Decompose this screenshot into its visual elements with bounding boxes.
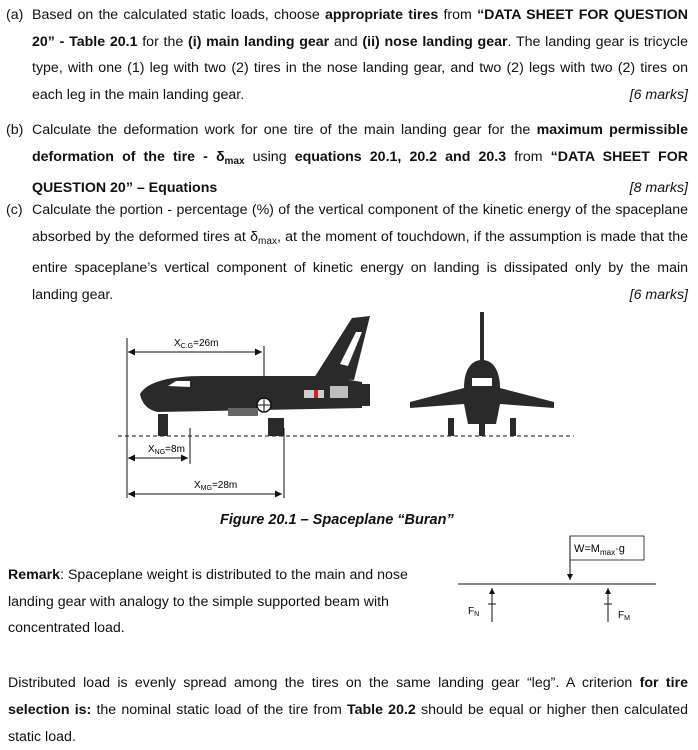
- xcg-label: $X_{C.G}=26m$: [174, 338, 219, 350]
- question-c-text: Calculate the portion - percentage (%) of the vertical component of the kinetic energy of the spaceplane absorbed by the deformed tires at $\delta_{max}$, at the moment of touchdown, if the assumption is made that the entire spaceplane’s vertical component of kinetic energy on landing is dissipated only by the main landing gear. [6 marks]: [6, 197, 688, 308]
- xng-label: $X_{NG}=8m$: [148, 444, 185, 456]
- nose-reaction-label: $F_N$: [468, 606, 480, 618]
- question-c-marks: [6 marks]: [629, 286, 688, 303]
- main-reaction-label: $F_M$: [618, 610, 630, 622]
- question-a-marks: [6 marks]: [629, 86, 688, 103]
- question-b: [6, 117, 688, 202]
- spaceplane-figure: [118, 308, 588, 498]
- question-b-label: (b): [6, 122, 24, 138]
- spaceplane-side-view: [140, 316, 370, 436]
- question-a-text: Based on the calculated static loads, choose appropriate tires from “DATA SHEET FOR QUESTION 20” - Table 20.1 for the (i) main landing gear and (ii) nose landing gear. The landing gear is tricycle type, with one (1) leg with two (2) tires in the nose landing gear, and two (2) legs with two (2) tires on each leg in the main landing gear. [6 marks]: [6, 2, 688, 108]
- remark-paragraph: Remark: Spaceplane weight is distributed to the main and nose landing gear with analogy to the simple supported beam with concentrated load.: [8, 567, 408, 636]
- figure-caption: Figure 20.1 – Spaceplane “Buran”: [220, 512, 454, 528]
- question-a-label: (a): [6, 7, 24, 23]
- weight-label: $W=M_{max}\cdot g$: [574, 543, 625, 557]
- question-c-label: (c): [6, 202, 23, 218]
- question-b-text: Calculate the deformation work for one tire of the main landing gear for the maximum permissible deformation of the tire - $\delta_{max}$ using equations 20.1, 20.2 and 20.3 from “DATA SHEET FOR QUESTION 20” – Equations [8 marks]: [6, 117, 688, 202]
- beam-diagram: [458, 534, 658, 634]
- question-b-marks: [8 marks]: [629, 180, 688, 196]
- spaceplane-front-view: [410, 312, 554, 436]
- criterion-paragraph: Distributed load is evenly spread among the tires on the same landing gear “leg”. A criterion for tire selection is: the nominal static load of the tire from Table 20.2 should be equal or higher then calculated static load.: [8, 675, 688, 745]
- question-c: [6, 197, 688, 308]
- question-a: [6, 2, 688, 108]
- xmg-label: $X_{MG}=28m$: [194, 480, 238, 492]
